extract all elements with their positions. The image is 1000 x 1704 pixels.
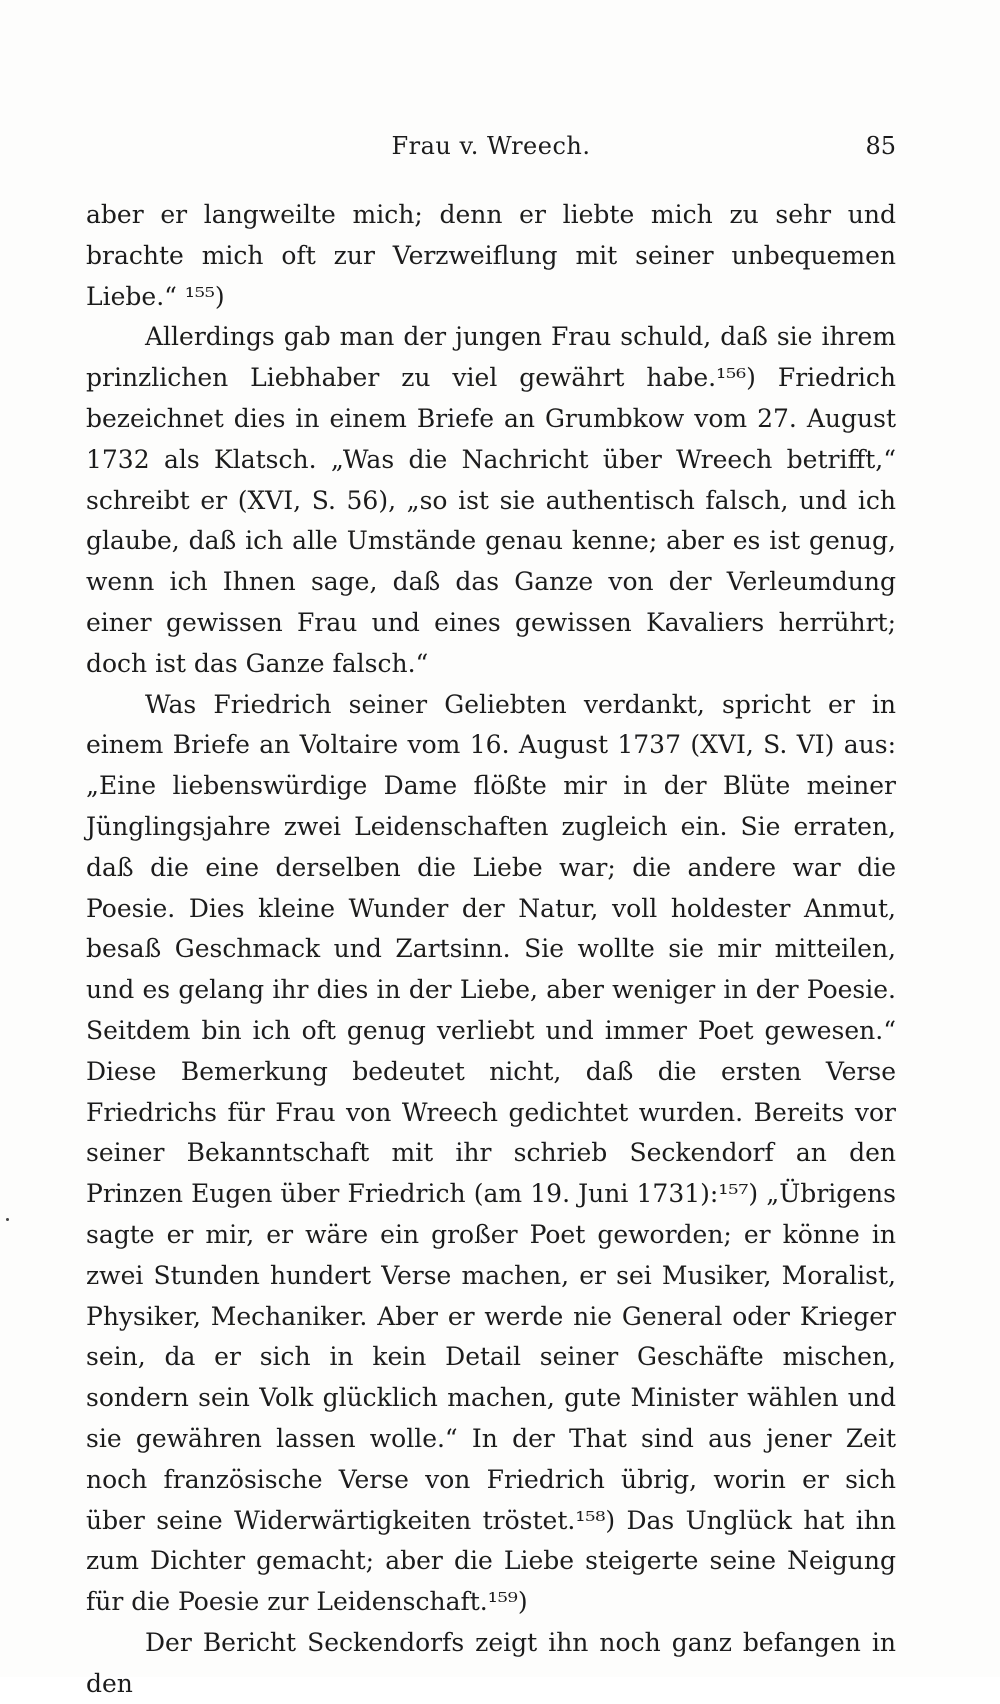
paragraph: Allerdings gab man der jungen Frau schuld, daß sie ihrem prinzlichen Liebhaber zu viel gewährt habe.¹⁵⁶) Friedrich bezeichnet dies in einem Briefe an Grumbkow vom 27. August 1732 als Klatsch. „Was die Nachricht über Wreech betrifft,“ schreibt er (XVI, S. 56), „so ist sie authentisch falsch, und ich glaube, daß ich alle Umstände genau kenne; aber es ist genug, wenn ich Ihnen sage, daß das Ganze von der Verleumdung einer gewissen Frau und eines gewissen Kavaliers herrührt; doch ist das Ganze falsch.“ [86,322,896,678]
stray-ink-mark [6,1218,9,1221]
running-title: Frau v. Wreech. [391,132,591,160]
paragraph: Was Friedrich seiner Geliebten verdankt, spricht er in einem Briefe an Voltaire vom 16. August 1737 (XVI, S. VI) aus: „Eine liebenswürdige Dame flößte mir in der Blüte meiner Jünglingsjahre zwei Leidenschaften zugleich ein. Sie erraten, daß die eine derselben die Liebe war; die andere war die Poesie. Dies kleine Wunder der Natur, voll holdester Anmut, besaß Geschmack und Zartsinn. Sie wollte sie mir mitteilen, und es gelang ihr dies in der Liebe, aber weniger in der Poesie. Seitdem bin ich oft genug verliebt und immer Poet gewesen.“ Diese Bemerkung bedeutet nicht, daß die ersten Verse Friedrichs für Frau von Wreech gedichtet wurden. Bereits vor seiner Bekanntschaft mit ihr schrieb Seckendorf an den Prinzen Eugen über Friedrich (am 19. Juni 1731):¹⁵⁷) „Übrigens sagte er mir, er wäre ein großer Poet geworden; er könne in zwei Stunden hundert Verse machen, er sei Musiker, Moralist, Physiker, Mechaniker. Aber er werde nie General oder Krieger sein, da er sich in kein Detail seiner Geschäfte mischen, sondern sein Volk glücklich machen, gute Minister wählen und sie gewähren lassen wolle.“ In der That sind aus jener Zeit noch französische Verse von Friedrich übrig, worin er sich über seine Widerwärtigkeiten tröstet.¹⁵⁸) Das Unglück hat ihn zum Dichter gemacht; aber die Liebe steigerte seine Neigung für die Poesie zur Leidenschaft.¹⁵⁹) [86,689,896,1617]
page-number: 85 [865,132,896,160]
running-head [86,132,896,172]
paragraph: Der Bericht Seckendorfs zeigt ihn noch ganz befangen in den [86,1627,896,1698]
body-text [86,195,896,1704]
paragraph-continuation: aber er langweilte mich; denn er liebte mich zu sehr und brachte mich oft zur Verzweiflung mit seiner unbequemen Liebe.“ ¹⁵⁵) [86,200,896,311]
